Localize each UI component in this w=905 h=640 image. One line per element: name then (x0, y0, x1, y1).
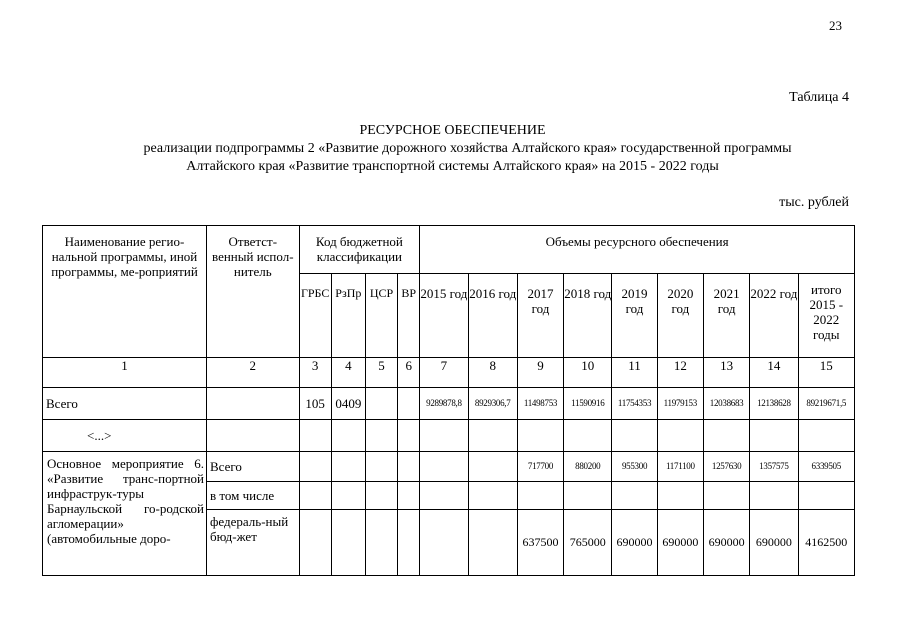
column-number: 10 (564, 358, 612, 388)
row-total-csr (365, 388, 397, 420)
header-year: 2017 год (517, 274, 563, 358)
row-total-value: 11754353 (612, 388, 657, 420)
column-number: 11 (612, 358, 657, 388)
row-total-name: Всего (43, 388, 207, 420)
column-number: 15 (798, 358, 854, 388)
row-total-value: 11498753 (517, 388, 563, 420)
measure-row-label: в том числе (207, 482, 300, 510)
row-total-responsible (207, 388, 300, 420)
table-row-measure-total (43, 452, 855, 482)
column-number: 5 (365, 358, 397, 388)
row-total-value: 11590916 (564, 388, 612, 420)
header-resources: Объемы ресурсного обеспечения (420, 226, 855, 274)
measure-value (420, 510, 468, 576)
measure-value: 690000 (612, 510, 657, 576)
header-year: 2021 год (703, 274, 749, 358)
ellipsis-marker: <...> (43, 420, 207, 452)
row-total-grbs: 105 (299, 388, 331, 420)
measure-value: 717700 (517, 452, 563, 482)
header-code-grbs: ГРБС (299, 274, 331, 358)
table-row-ellipsis (43, 420, 855, 452)
column-number: 9 (517, 358, 563, 388)
header-year: 2015 год (420, 274, 468, 358)
header-responsible: Ответст-венный испол-нитель (207, 226, 300, 358)
column-number: 2 (207, 358, 300, 388)
column-number: 3 (299, 358, 331, 388)
row-total-value: 11979153 (657, 388, 703, 420)
column-number: 4 (331, 358, 365, 388)
measure-row-label: федераль-ный бюд-жет (207, 510, 300, 576)
column-number: 6 (398, 358, 420, 388)
measure-name: Основное мероприятие 6. «Развитие транс-портной инфраструк-туры Барнаульской го-родской агломерации» (автомобильные доро- (43, 452, 207, 576)
row-total-value: 8929306,7 (468, 388, 517, 420)
measure-value: 765000 (564, 510, 612, 576)
header-budget-code: Код бюджетной классификации (299, 226, 420, 274)
measure-value: 1357575 (750, 452, 798, 482)
table-row-total (43, 388, 855, 420)
measure-value (420, 452, 468, 482)
column-number: 12 (657, 358, 703, 388)
header-year: 2022 год (750, 274, 798, 358)
column-number: 13 (703, 358, 749, 388)
row-total-value: 12138628 (750, 388, 798, 420)
header-year: 2018 год (564, 274, 612, 358)
column-number: 14 (750, 358, 798, 388)
measure-value: 690000 (703, 510, 749, 576)
row-total-value: 9289878,8 (420, 388, 468, 420)
measure-value (468, 452, 517, 482)
column-number: 8 (468, 358, 517, 388)
header-code-rzpr: РзПр (331, 274, 365, 358)
table-label: Таблица 4 (789, 90, 849, 105)
header-year: 2019 год (612, 274, 657, 358)
column-number: 7 (420, 358, 468, 388)
measure-value: 955300 (612, 452, 657, 482)
measure-value: 637500 (517, 510, 563, 576)
measure-value: 690000 (750, 510, 798, 576)
column-number-row (43, 358, 855, 388)
column-number: 1 (43, 358, 207, 388)
document-subtitle-line2: Алтайского края «Развитие транспортной системы Алтайского края» на 2015 - 2022 годы (186, 159, 719, 174)
page-number: 23 (829, 18, 842, 33)
header-name: Наименование регио-нальной программы, иной программы, ме-роприятий (43, 226, 207, 358)
row-total-value: 89219671,5 (798, 388, 854, 420)
measure-value: 6339505 (798, 452, 854, 482)
row-total-vr (398, 388, 420, 420)
measure-value (468, 510, 517, 576)
document-title: РЕСУРСНОЕ ОБЕСПЕЧЕНИЕ (359, 123, 546, 138)
measure-value: 880200 (564, 452, 612, 482)
measure-value: 1171100 (657, 452, 703, 482)
measure-value: 4162500 (798, 510, 854, 576)
measure-value: 690000 (657, 510, 703, 576)
units-label: тыс. рублей (779, 195, 849, 210)
measure-row-label: Всего (207, 452, 300, 482)
header-total: итого 2015 - 2022 годы (798, 274, 854, 358)
document-subtitle-line1: реализации подпрограммы 2 «Развитие дорожного хозяйства Алтайского края» государственной программы (143, 141, 792, 156)
measure-value: 1257630 (703, 452, 749, 482)
row-total-rzpr: 0409 (331, 388, 365, 420)
resource-table (42, 225, 855, 576)
header-code-vr: ВР (398, 274, 420, 358)
header-year: 2016 год (468, 274, 517, 358)
header-code-csr: ЦСР (365, 274, 397, 358)
row-total-value: 12038683 (703, 388, 749, 420)
header-year: 2020 год (657, 274, 703, 358)
